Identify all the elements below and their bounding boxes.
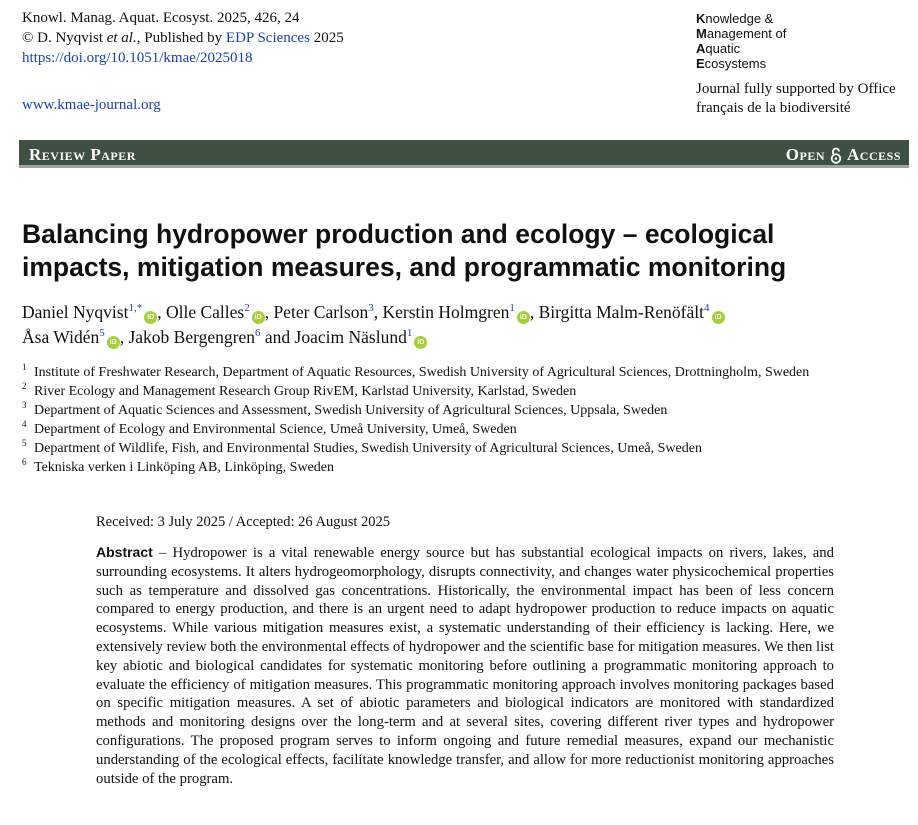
open-lock-icon: [830, 147, 842, 164]
author-name: Åsa Widén: [22, 327, 100, 347]
affiliation-ref[interactable]: 3: [368, 302, 374, 314]
orcid-icon[interactable]: iD: [414, 336, 427, 349]
doi-link[interactable]: https://doi.org/10.1051/kmae/2025018: [22, 50, 253, 66]
received-dates: Received: 3 July 2025 / Accepted: 26 August 2025: [96, 514, 390, 530]
author-name: Kerstin Holmgren: [382, 302, 510, 322]
affiliation-ref[interactable]: 6: [255, 327, 261, 339]
affiliation-item: 6 Tekniska verken i Linköping AB, Linköping, Sweden: [22, 457, 334, 475]
orcid-icon[interactable]: iD: [252, 311, 265, 324]
author-name: Birgitta Malm-Renöfält: [538, 302, 705, 322]
support-statement: Journal fully supported by Office français de la biodiversité: [696, 81, 896, 116]
article-type-band: [19, 140, 909, 168]
orcid-icon[interactable]: iD: [107, 336, 120, 349]
author-name: Jakob Bergengren: [128, 327, 256, 347]
citation-block: [22, 8, 344, 68]
author-name: Joacim Näslund: [294, 327, 407, 347]
affiliation-ref[interactable]: 1: [509, 302, 515, 314]
author-name: Peter Carlson: [273, 302, 369, 322]
copyright-line: © D. Nyqvist et al., Published by EDP Sciences 2025: [22, 30, 344, 46]
citation: Knowl. Manag. Aquat. Ecosyst. 2025, 426, 24: [22, 10, 300, 26]
affiliation-item: 2 River Ecology and Management Research Group RivEM, Karlstad University, Karlstad, Sweden: [22, 381, 577, 399]
article-type-label: Review Paper: [29, 145, 136, 164]
abstract-label: Abstract: [96, 544, 153, 560]
author-list: Daniel Nyqvist$^{1,*}$iD , Olle Calles$^2$iD , Peter Carlson$^3$, Kerstin Holmgren$^1$iD , Birgitta Malm-Renöfält$^4$iD Åsa Widén$^5$iD , Jakob Bergengren$^6$ and Joacim Näslund$^1$iD: [22, 300, 912, 350]
orcid-icon[interactable]: iD: [517, 311, 530, 324]
journal-website-link[interactable]: www.kmae-journal.org: [22, 97, 161, 113]
affiliation-item: 3 Department of Aquatic Sciences and Assessment, Swedish University of Agricultural Sciences, Uppsala, Sweden: [22, 400, 668, 418]
article-title: Balancing hydropower production and ecology – ecological impacts, mitigation measures, and programmatic monitoring: [22, 219, 787, 282]
open-access-label: Open Access: [785, 145, 901, 164]
author-name: Daniel Nyqvist: [22, 302, 129, 322]
affiliation-list: [22, 363, 902, 477]
affiliation-ref[interactable]: 1,*: [128, 302, 143, 314]
affiliation-ref[interactable]: 1: [406, 327, 413, 339]
abstract: Abstract – Hydropower is a vital renewable energy source but has substantial ecological impacts on rivers, lakes, and surrounding ecosystems. It alters hydrogeomorphology, disrupts connectivity, and changes water physicochemical properties such as temperature and dissolved gas concentrations. Historically, the environmental impact has been of less concern compared to energy production, and there is an urgent need to adapt hydropower production to reduce impacts on aquatic ecosystems. While various mitigation measures exist, a systematic understanding of their efficiency is lacking. Here, we extensively review both the environmental effects of hydropower and the scientific base for mitigation measures. We then list key abiotic and biological candidates for systematic monitoring before outlining a programmatic monitoring approach to evaluate the efficiency of mitigation measures. This programmatic monitoring approach involves monitoring packages based on specific mitigation measures. A set of abiotic parameters and biological indicators are monitored with standardized methods and monitoring designs over the long-term and at several sites, covering different river types and hydropower configurations. The proposed program serves to inform ongoing and future remedial measures, expand our mechanistic understanding of the ecological effects, facilitate knowledge transfer, and allow for more reductionist monitoring approaches outside of the program.: [96, 544, 834, 787]
affiliation-item: 5 Department of Wildlife, Fish, and Environmental Studies, Swedish University of Agricultural Sciences, Umeå, Sweden: [22, 438, 702, 456]
affiliation-ref[interactable]: 2: [244, 302, 250, 314]
affiliation-ref[interactable]: 4: [704, 302, 710, 314]
affiliation-item: 1 Institute of Freshwater Research, Department of Aquatic Resources, Swedish University of Agricultural Sciences, Drottningholm, Sweden: [22, 362, 810, 380]
affiliation-ref[interactable]: 5: [99, 327, 105, 339]
orcid-icon[interactable]: iD: [712, 311, 725, 324]
affiliation-item: 4 Department of Ecology and Environmental Science, Umeå University, Umeå, Sweden: [22, 419, 517, 437]
journal-logo: Knowledge & Management of Aquatic Ecosystems: [696, 11, 787, 71]
author-name: Olle Calles: [165, 302, 245, 322]
publisher-link[interactable]: EDP Sciences: [225, 30, 310, 46]
abstract-text: Hydropower is a vital renewable energy source but has substantial ecological impacts on rivers, lakes, and surrounding ecosystems. It alters hydrogeomorphology, disrupts connectivity, and changes water physicochemical properties such as temperature and dissolved gas concentrations. Historically, the environmental impact has been of less concern compared to energy production, and there is an urgent need to adapt hydropower production to reduce impacts on aquatic ecosystems. While various mitigation measures exist, a systematic understanding of their efficiency is lacking. Here, we extensively review both the environmental effects of hydropower and the scientific base for mitigation measures. We then list key abiotic and biological candidates for systematic monitoring before outlining a programmatic monitoring approach to evaluate the efficiency of mitigation measures. This programmatic monitoring approach involves monitoring packages based on specific mitigation measures. A set of abiotic parameters and biological indicators are monitored with standardized methods and monitoring designs over the long-term and at several sites, covering different river types and hydropower configurations. The proposed program serves to inform ongoing and future remedial measures, expand our mechanistic understanding of the ecological effects, facilitate knowledge transfer, and allow for more reductionist monitoring approaches outside of the program.: [96, 545, 834, 787]
orcid-icon[interactable]: iD: [144, 311, 157, 324]
